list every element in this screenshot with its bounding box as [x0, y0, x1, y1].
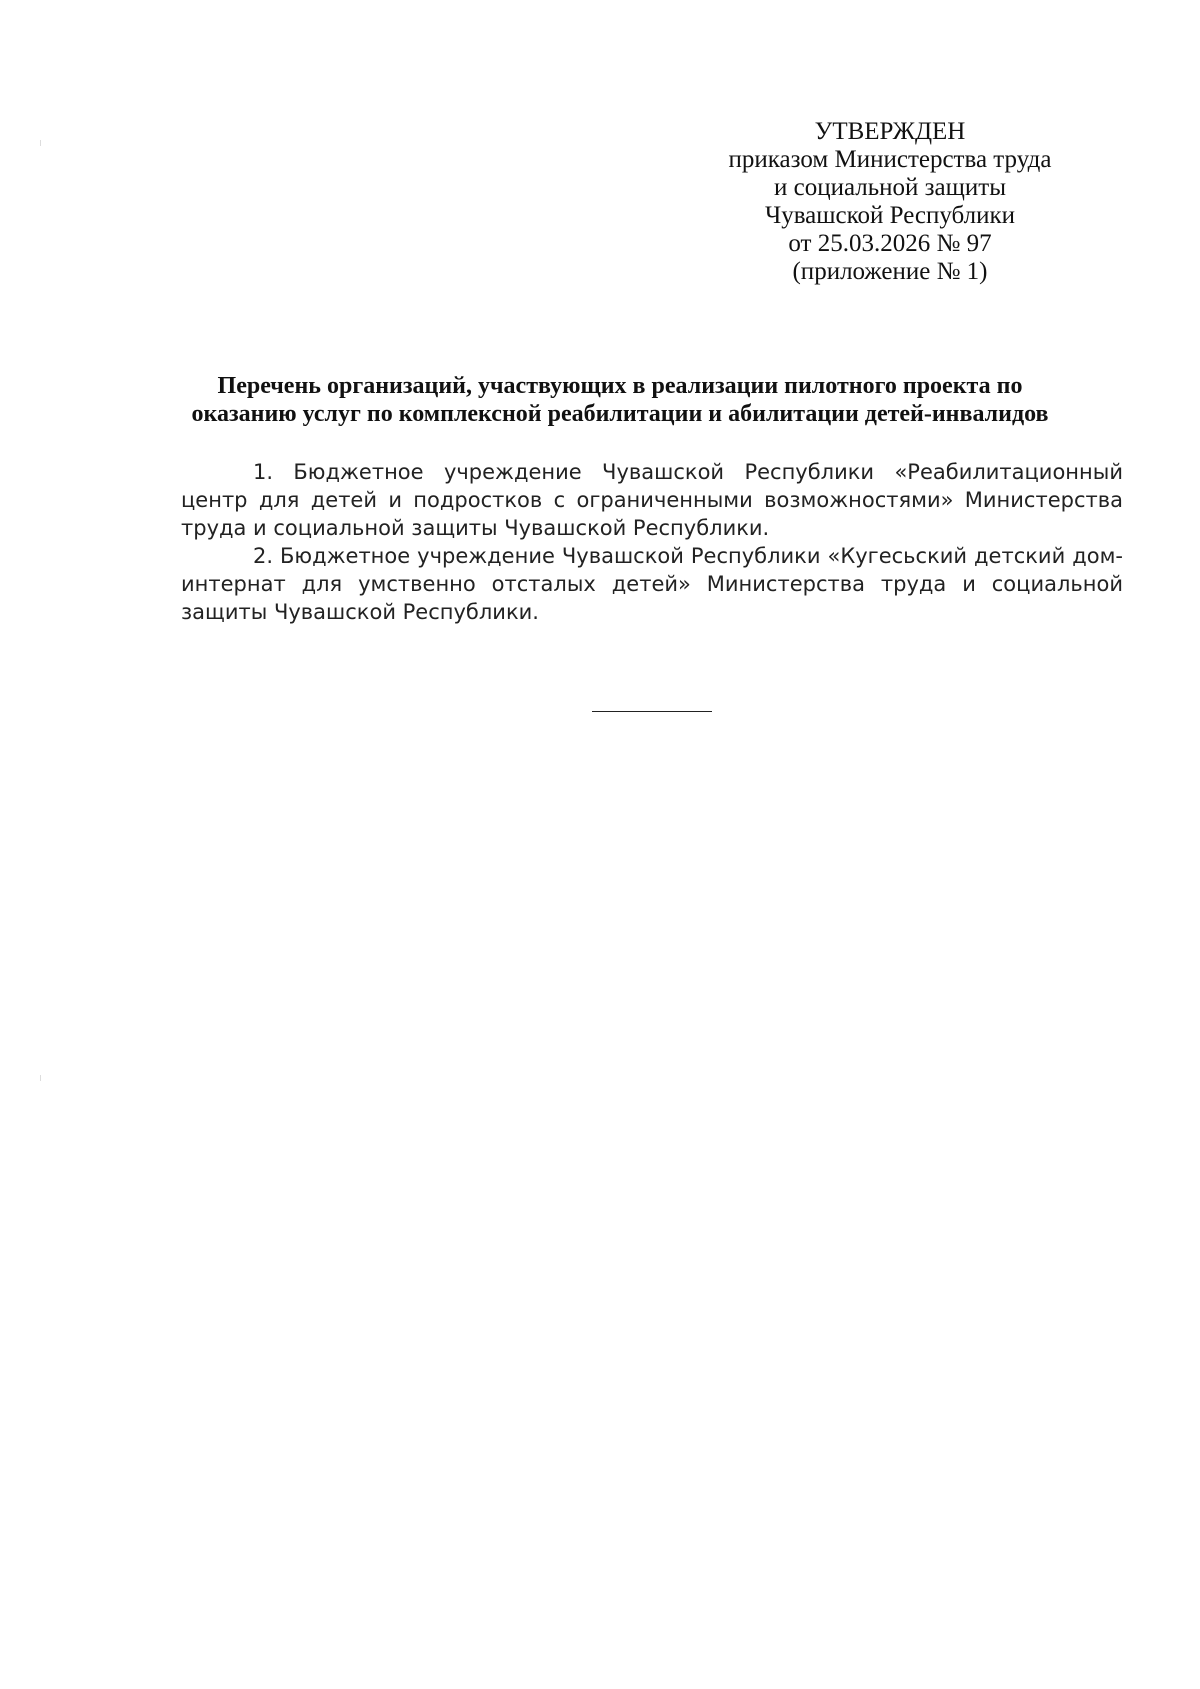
approval-line: Чувашской Республики	[764, 202, 1016, 229]
approval-date-number: от 25.03.2026 № 97	[788, 230, 992, 257]
end-separator-line	[592, 711, 712, 712]
list-item: 1. Бюджетное учреждение Чувашской Республики «Реабилитационный центр для детей и подростков с ограниченными возможностями» Министерства труда и социальной защиты Чувашской Республики.	[181, 460, 1123, 540]
approval-line: приказом Министерства труда	[728, 146, 1052, 173]
approval-heading: УТВЕРЖДЕН	[814, 118, 966, 145]
title-line: оказанию услуг по комплексной реабилитации и абилитации детей-инвалидов	[191, 401, 1049, 427]
document-title	[140, 372, 1100, 428]
title-line: Перечень организаций, участвующих в реализации пилотного проекта по	[217, 373, 1023, 399]
approval-appendix: (приложение № 1)	[792, 258, 988, 285]
scan-artifact	[40, 1075, 41, 1081]
list-item: 2. Бюджетное учреждение Чувашской Республики «Кугесьский детский дом-интернат для умственно отсталых детей» Министерства труда и социальной защиты Чувашской Республики.	[181, 544, 1123, 624]
approval-line: и социальной защиты	[773, 174, 1006, 201]
scan-artifact	[40, 140, 41, 146]
approval-stamp-block	[700, 118, 1080, 286]
organization-list	[181, 458, 1123, 626]
